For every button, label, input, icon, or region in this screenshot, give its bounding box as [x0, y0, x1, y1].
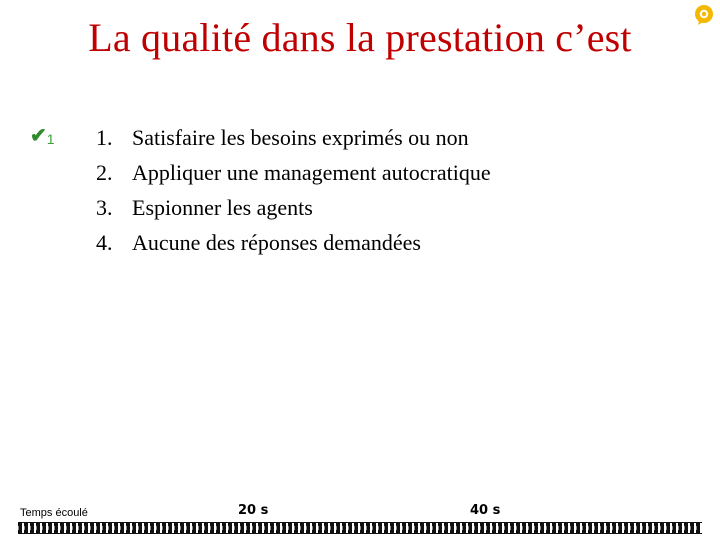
answer-option[interactable] — [96, 190, 491, 225]
answer-number: 2. — [96, 160, 113, 185]
timer-mark-20s: 20 s — [238, 503, 269, 518]
chat-bubble-icon[interactable] — [693, 4, 715, 26]
answer-text: Appliquer une management autocratique — [132, 160, 491, 185]
slide-title: La qualité dans la prestation c’est — [88, 15, 632, 60]
answer-text: Espionner les agents — [132, 195, 313, 220]
timer-mark-40s: 40 s — [470, 503, 501, 518]
answer-option[interactable] — [96, 225, 491, 260]
elapsed-time-label: Temps écoulé — [20, 507, 88, 519]
checkmark-icon: ✔ — [30, 125, 47, 147]
answer-text: Aucune des réponses demandées — [132, 230, 421, 255]
answer-number: 4. — [96, 230, 113, 255]
answer-list — [96, 120, 491, 260]
correct-answer-number: 1 — [46, 131, 55, 147]
answer-option[interactable] — [96, 120, 491, 155]
countdown-timer-bar — [18, 522, 702, 534]
correct-answer-indicator — [30, 124, 55, 151]
answer-text: Satisfaire les besoins exprimés ou non — [132, 125, 469, 150]
answer-number: 3. — [96, 195, 113, 220]
answer-option[interactable] — [96, 155, 491, 190]
answer-number: 1. — [96, 125, 113, 150]
